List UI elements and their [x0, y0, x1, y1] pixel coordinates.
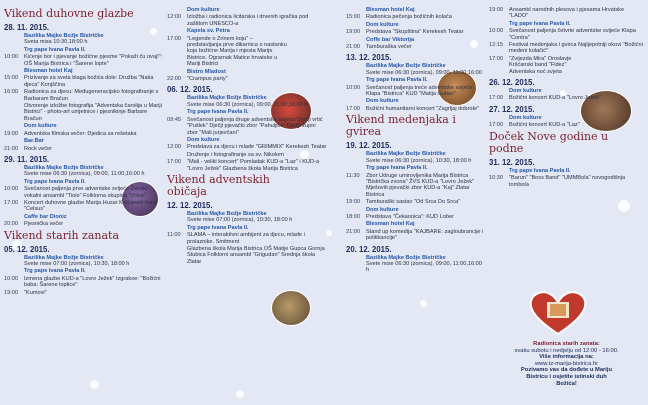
event-desc: Svete mise 06:30 (zornica), 09:00, 11:00,16:00 h: [366, 260, 482, 274]
info-footer: [489, 341, 644, 387]
event-date: 26. 12. 2015.: [489, 78, 535, 88]
section-title: Vikend duhovne glazbe: [4, 7, 134, 20]
event-time: 10:00: [346, 84, 360, 91]
venue: Trg pape Ivana Pavla II.: [509, 20, 571, 27]
event-desc: Zbor Udruge umirovljenika Marija Bistrica "Bistrička zvona" ŽVS KUD-a "Lovro Ježek" Mješoviti pjevački zbor KUD-a "Kaj" Zlatar Bistrica: [366, 172, 475, 198]
event-date: 29. 11. 2015.: [4, 154, 50, 164]
venue: Trg pape Ivana Pavla II.: [509, 167, 571, 174]
event-desc: "Kumovi": [24, 289, 47, 296]
venue: Bar.Bar: [24, 138, 44, 145]
event-time: 21:00: [4, 145, 18, 152]
event-date: 06. 12. 2015.: [167, 85, 213, 95]
event-desc: Kićenje bor i pjevanje božićne pjesme "Pokaži ču ovaj!": OŠ Marija Bistrica i "Šarene lopte": [24, 54, 163, 67]
venue: Trg pape Ivana Pavla II.: [366, 165, 428, 172]
event-desc: Izmena glazbe KUD-a "Lovro Ježek" Izgrakoe: "Božićni baba: Šarene loptice": [24, 275, 161, 289]
event-date: 12. 12. 2015.: [167, 200, 213, 210]
event-time: 12:00: [167, 14, 181, 21]
event-time: 17:00: [4, 199, 18, 206]
workshop-title: Radionica starih zanata:: [533, 341, 600, 347]
event-time: 17:00: [489, 55, 503, 62]
event-desc: Božićni humanitarni koncert "Zagrljaj dobrote": [366, 105, 480, 112]
event-time: 15:00: [4, 75, 18, 82]
venue: Bazilika Majke Božje Bistričke: [24, 164, 104, 171]
event-desc: Radionica za djecu: Međugeneracijsko fotografiranje s Barbaram Bračun: [24, 89, 159, 102]
event-time: 18:00: [346, 213, 360, 220]
venue: Trg pape Ivana Pavla II.: [24, 268, 86, 275]
craft-photo: [271, 290, 311, 326]
event-time: 22:00: [167, 76, 181, 83]
event-desc: Izložba i radionica licitarska i drvenih igračka pod zaštitom UNESCO-a: [187, 14, 309, 27]
event-desc: Božični koncert KUD-a "Lovro Ježek": [509, 95, 601, 102]
event-time: 15:00: [346, 14, 360, 21]
event-desc: Tamburaška večer: [366, 44, 412, 51]
section-title: Doček Nove godine u podne: [489, 129, 609, 155]
venue: Bazilika Majke Božje Bistričke: [366, 63, 446, 70]
invitation-line-1: Pozivamo vas da dođete u Mariju: [520, 367, 613, 374]
event-desc: Druženje i fotografiranje sa sv. Nikolom: [187, 151, 284, 158]
event-desc: Ansambl narodnih plesova i pjesama Hrvatske "LADO": [509, 7, 625, 20]
event-desc: "Mali - veliki koncert" Pomladak KUD-a "Laz" i KUD-a "Lovro Ježek" Glazbena škola Marija Bistrica: [187, 159, 319, 172]
event-desc: Božićni koncert KUD-a "Laz": [509, 122, 580, 129]
event-date: 05. 12. 2015.: [4, 244, 50, 254]
event-date: 28. 11. 2015.: [4, 23, 50, 32]
event-time: 11:30: [346, 172, 360, 179]
event-desc: Svete mise 06:30 (zornica), 09:00, 11:00,16:00 h: [24, 171, 145, 178]
event-desc: Predstava "Skupština" Kerekesh Teatar: [366, 29, 464, 36]
venue: Trg pape Ivana Pavla II.: [24, 46, 86, 53]
event-desc: Svete mise 06:30 (zornica), 09:00, 11:00,16:00: [366, 69, 482, 76]
event-time: 17:00: [489, 95, 503, 102]
venue: Dom kulture: [366, 206, 399, 213]
section-title: Vikend medenjaka i gvirea: [346, 113, 456, 139]
venue: Blesman hotel Kaj: [366, 221, 415, 228]
venue: Bazilika Majke Božje Bistričke: [366, 254, 446, 261]
event-date: 20. 12. 2015.: [346, 244, 392, 254]
event-time: 17:00: [167, 159, 181, 166]
column-2: [167, 6, 327, 266]
event-desc: SLAMA – interaktivni ambijent za djecu, mlade i prolaznike. Smitment: [187, 232, 305, 245]
event-desc: Koncert duhovne glazbe Marija Husar Kršćanski band "Celsus": [24, 199, 158, 213]
event-desc: Svete mise 06:30 (zornica), 10:30, 18:00 h: [366, 157, 472, 164]
column-3: [346, 6, 486, 275]
column-4: [489, 6, 644, 189]
more-info-label: Više informacija na:: [539, 354, 594, 361]
event-time: 17:00: [489, 122, 503, 129]
event-desc: Svete mise 07:00 (zornica), 10:30, 18:00 h: [187, 217, 293, 224]
event-desc: Rock večer: [24, 145, 52, 152]
venue: Dom kulture: [187, 7, 220, 13]
venue: Dom kulture: [509, 114, 542, 121]
venue: Dom kulture: [509, 88, 542, 95]
venue: Trg pape Ivana Pavla II.: [24, 178, 86, 185]
venue: Trg pape Ivana Pavla II.: [366, 77, 428, 84]
event-time: 10:30: [489, 175, 503, 182]
event-time: 10:00: [4, 54, 18, 61]
event-time: 16:00: [4, 89, 18, 96]
event-time: 10:00: [4, 275, 18, 282]
event-desc: "Barun" "Boss Band" "UMMBola" novogodišnja tombola: [509, 175, 626, 188]
website-link[interactable]: www.tz-marija-bistrica.hr: [534, 360, 599, 367]
event-time: 12:15: [489, 42, 503, 49]
event-time: 11:00: [167, 232, 181, 239]
venue: Bistro Mladost: [187, 68, 226, 75]
event-desc: Radionica pečenja božićnih kolača: [366, 14, 452, 21]
event-desc: Stand up komedija "KAJBARE: zagloubrancije i politikancije": [366, 228, 484, 242]
venue: Bazilika Majke Božje Bistričke: [187, 95, 267, 102]
event-time: 19:00: [4, 289, 18, 296]
section-title: Vikend starih zanata: [4, 228, 120, 242]
event-time: 19:00: [346, 29, 360, 36]
event-desc: Svečanost paljenja treće adventske svijeće Klapa "Bistrica" KUD "Matija Gubec": [366, 84, 473, 98]
event-desc: Svete mise 07:00 (zornica), 10:30, 18:00 h: [24, 260, 130, 267]
event-date: 31. 12. 2015.: [489, 157, 535, 167]
event-desc: Tamburaški sastav "Od Srca Do Srca": [366, 199, 461, 206]
venue: Dom kulture: [187, 136, 220, 143]
event-desc: Svečanost paljenja prve adventske svijeće Ženski vokalni ansambl "Tiole" Folklorna skupina "Vlline": [24, 186, 148, 199]
venue: Trg pape Ivana Pavla II.: [187, 109, 249, 116]
event-time: 12:00: [167, 144, 181, 151]
event-desc: Predstava za djecu i mlade "GRIMMIX" Kerekesh Teatar: [187, 144, 327, 151]
event-desc: "Crampus party": [187, 76, 228, 83]
event-time: 17:00: [167, 35, 181, 42]
event-date: 27. 12. 2015.: [489, 104, 535, 114]
event-desc: Predstava "Čekaonica": KUD Lober: [366, 213, 454, 220]
event-time: 17:00: [346, 105, 360, 112]
event-desc: "Zvijezda Mira" Oroslavje Kršćanski band "Fidez" Adventska noć svjeta: [509, 55, 572, 75]
event-time: 19:00: [489, 7, 503, 13]
invitation-line-2: Bistricu i osjetite istinski duh: [526, 373, 607, 380]
invitation-line-3: Božića!: [556, 380, 577, 387]
section-title: Vikend adventskih običaja: [167, 172, 270, 198]
event-time: 10:00: [489, 28, 503, 35]
gingerbread-heart-icon: [527, 290, 589, 336]
event-time: 19:00: [346, 199, 360, 206]
venue: Blesman hotel Kaj: [366, 7, 415, 13]
column-1: [4, 6, 164, 297]
venue: Bazilika Majke Božje Bistričke: [366, 151, 446, 158]
venue: Dom kulture: [24, 123, 57, 130]
event-desc: Sveta misa 10:30,18:00 h: [24, 39, 88, 46]
event-desc: Svete mise 06:30 (zornica), 09:00, 11:00,16:00 h: [187, 101, 308, 108]
venue: Caffe bar Dioniz: [24, 213, 67, 220]
event-desc: Glazbena škola Marija Bistrica OŠ Matije Gupca Gornja Stubica Folklorni ansambl "Grigudan" Srednja škola Zlatar: [187, 245, 325, 265]
venue: Bazilika Majke Božje Bistričke: [187, 210, 267, 217]
event-desc: Svečanost paljenja druge adventske svijeće Dječji vrtić "Pušlek" Dječji pjevački zbor "Pahuljice" Dječji župni zbor "Mali jurjevčani": [187, 116, 323, 136]
event-desc: Svečanost paljenja četvrte adventske svijeće Klapa "Contra": [509, 28, 636, 41]
event-time: 10:00: [4, 186, 18, 193]
venue: Trg pape Ivana Pavla II.: [187, 224, 249, 231]
venue: Blesman hotel Kaj: [24, 68, 73, 75]
event-time: 20:00: [4, 221, 18, 228]
event-desc: Festival medenjaka i gvirca Najljepotniji okovi "Božićni medeni kolačić": [509, 42, 643, 55]
event-time: 09:45: [167, 116, 181, 123]
venue: Dom kulture: [366, 98, 399, 105]
venue: Dom kulture: [366, 21, 399, 28]
venue: Bazilika Majke Božje Bistričke: [24, 254, 104, 261]
event-desc: "Legende o Zrinem koju" – predstavljanja prve dikarnica o nastanku koja božićne Marija i mjesta Marije Bistrice. Ograrnak Matice hrvatske u Mariji Bistrici: [187, 35, 287, 68]
venue: Kapela sv. Petra: [187, 28, 230, 35]
workshop-hours: svaku subotu i nedjelju od 12:00 - 16:00.: [514, 347, 619, 354]
event-desc: Prizivanje za sveta blaga božića dole: Družba "Naša djeca" Konjščina: [24, 75, 154, 88]
event-date: 19. 12. 2015.: [346, 141, 392, 151]
event-desc: Otvorenje izložbe fotografija "Adventska čarolija u Mariji Bistrici" - photo-art umjetnice i pjesnikinje Barbare Bračun: [24, 103, 162, 122]
event-time: 21:00: [346, 228, 360, 235]
venue: Bazilika Majke Božje Bistričke: [24, 33, 104, 39]
venue: Coffe bar Viktorija: [366, 36, 415, 43]
event-desc: Adventska filmska večer: Djedica za rešetaka: [24, 130, 137, 137]
event-date: 13. 12. 2015.: [346, 53, 392, 63]
event-time: 19:00: [4, 130, 18, 137]
event-time: 21:00: [346, 44, 360, 51]
event-desc: Pjesnička večer: [24, 221, 64, 228]
